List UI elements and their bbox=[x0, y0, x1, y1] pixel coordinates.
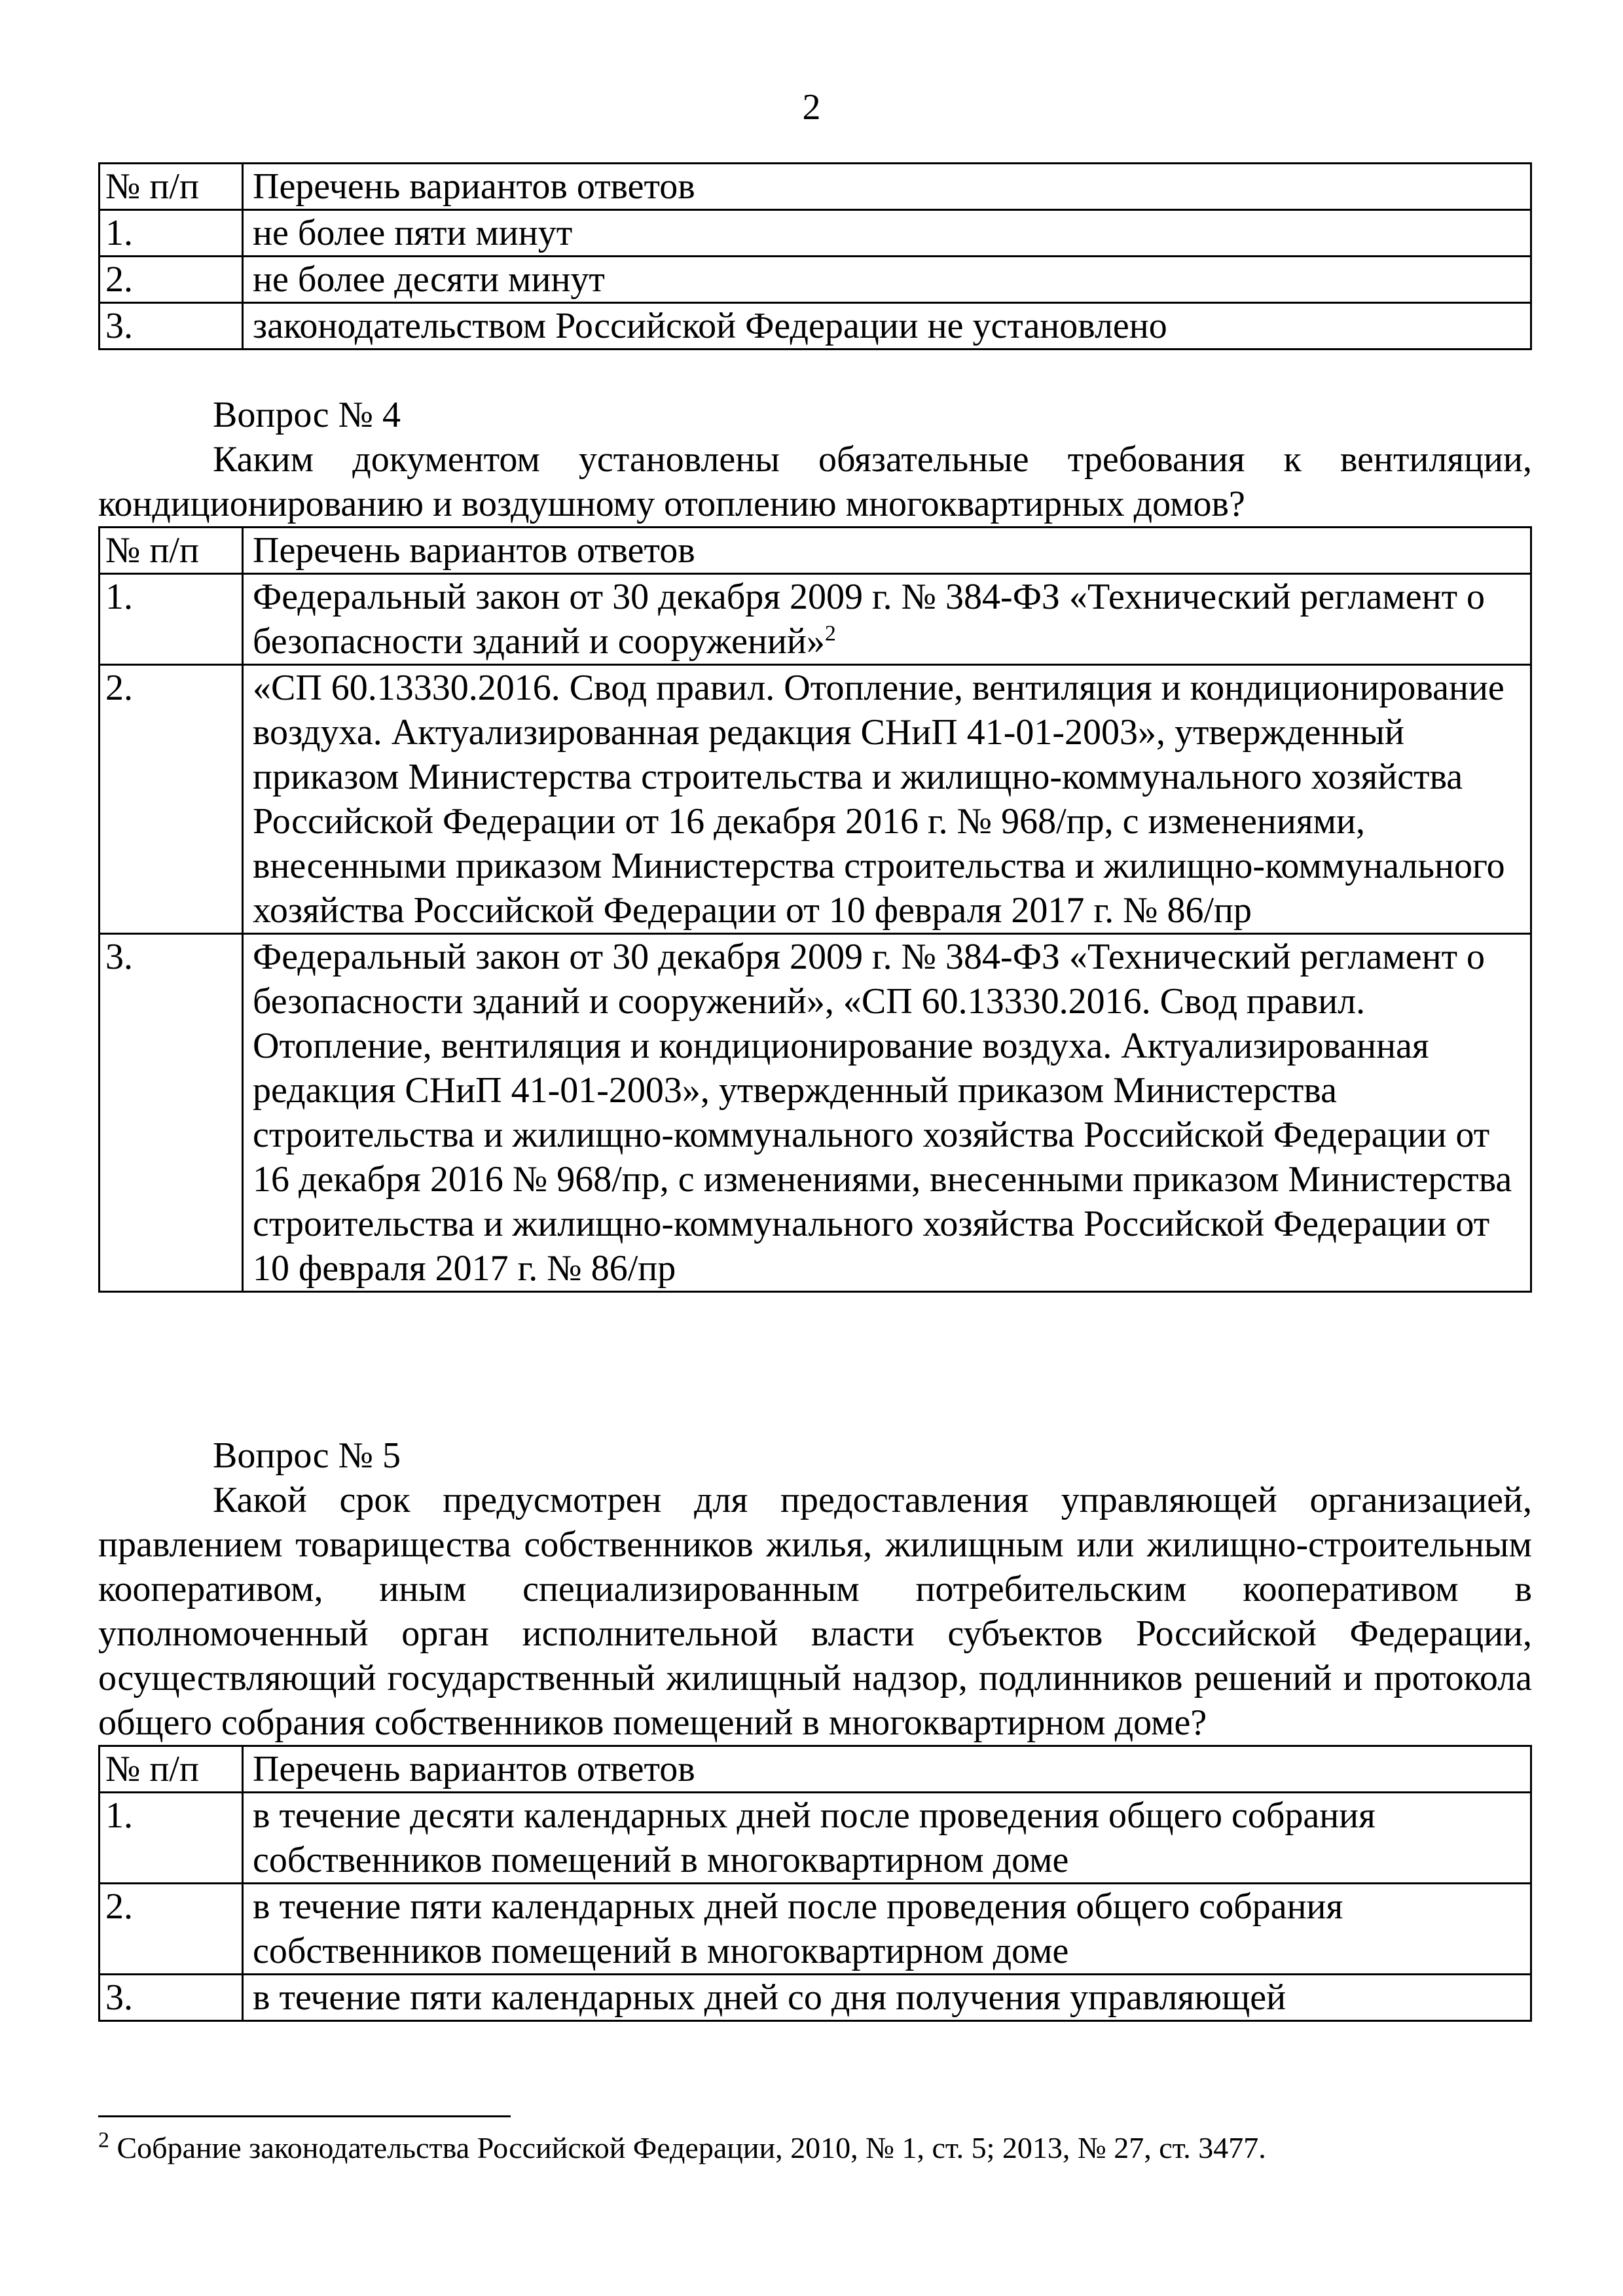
footnote-text: Собрание законодательства Российской Федерации, 2010, № 1, ст. 5; 2013, № 27, ст. 3477. bbox=[117, 2131, 1266, 2164]
question-4-answer-table bbox=[98, 526, 1532, 1293]
row-text: не более десяти минут bbox=[243, 257, 1531, 303]
row-num: 1. bbox=[100, 574, 243, 665]
question-4 bbox=[98, 393, 1532, 1293]
header-num: № п/п bbox=[100, 164, 243, 210]
table-row bbox=[100, 1975, 1531, 2021]
row-text: в течение пяти календарных дней после проведения общего собрания собственников помещений в многоквартирном доме bbox=[243, 1884, 1531, 1975]
row-num: 3. bbox=[100, 1975, 243, 2021]
table-row bbox=[100, 257, 1531, 303]
table-header-row bbox=[100, 164, 1531, 210]
row-num: 3. bbox=[100, 934, 243, 1292]
row-num: 2. bbox=[100, 665, 243, 934]
question-4-title: Вопрос № 4 bbox=[213, 395, 401, 435]
table-row bbox=[100, 303, 1531, 350]
question-5-title: Вопрос № 5 bbox=[213, 1435, 401, 1476]
row-num: 2. bbox=[100, 1884, 243, 1975]
top-answer-table-block bbox=[98, 162, 1532, 350]
row-text: не более пяти минут bbox=[243, 210, 1531, 257]
row-num: 2. bbox=[100, 257, 243, 303]
table-header-row bbox=[100, 1746, 1531, 1793]
page-number: 2 bbox=[802, 87, 821, 128]
row-text: Федеральный закон от 30 декабря 2009 г. № 384-ФЗ «Технический регламент о безопасности зданий и сооружений» bbox=[253, 577, 1486, 662]
question-5 bbox=[98, 1433, 1532, 2022]
footnote-reference[interactable]: 2 bbox=[824, 621, 836, 646]
table-row bbox=[100, 1793, 1531, 1884]
footnote-mark: 2 bbox=[98, 2128, 109, 2153]
row-num: 1. bbox=[100, 210, 243, 257]
row-text: законодательством Российской Федерации не установлено bbox=[243, 303, 1531, 350]
question-5-text: Какой срок предусмотрен для предоставления управляющей организацией, правлением товарищества собственников жилья, жилищным или жилищно-строительным кооперативом, иным специализированным потребительским кооперативом в уполномоченный орган исполнительной власти субъектов Российской Федерации, осуществляющий государственный жилищный надзор, подлинников решений и протокола общего собрания собственников помещений в многоквартирном доме? bbox=[98, 1480, 1532, 1743]
footnote bbox=[98, 2128, 1266, 2168]
row-text: Федеральный закон от 30 декабря 2009 г. № 384-ФЗ «Технический регламент о безопасности зданий и сооружений», «СП 60.13330.2016. Свод правил. Отопление, вентиляция и кондиционирование воздуха. Актуализированная редакция СНиП 41-01-2003», утвержденный приказом Министерства строительства и жилищно-коммунального хозяйства Российской Федерации от 16 декабря 2016 № 968/пр, с изменениями, внесенными приказом Министерства строительства и жилищно-коммунального хозяйства Российской Федерации от 10 февраля 2017 г. № 86/пр bbox=[243, 934, 1531, 1292]
question-4-text: Каким документом установлены обязательные требования к вентиляции, кондиционированию и воздушному отоплению многоквартирных домов? bbox=[98, 439, 1532, 524]
top-answer-table bbox=[98, 162, 1532, 350]
row-num: 1. bbox=[100, 1793, 243, 1884]
row-text: в течение десяти календарных дней после проведения общего собрания собственников помещений в многоквартирном доме bbox=[243, 1793, 1531, 1884]
header-num: № п/п bbox=[100, 1746, 243, 1793]
header-num: № п/п bbox=[100, 528, 243, 574]
row-text-cell bbox=[243, 574, 1531, 665]
row-text: «СП 60.13330.2016. Свод правил. Отопление, вентиляция и кондиционирование воздуха. Актуализированная редакция СНиП 41-01-2003», утвержденный приказом Министерства строительства и жилищно-коммунального хозяйства Российской Федерации от 16 декабря 2016 г. № 968/пр, с изменениями, внесенными приказом Министерства строительства и жилищно-коммунального хозяйства Российской Федерации от 10 февраля 2017 г. № 86/пр bbox=[243, 665, 1531, 934]
footnote-separator bbox=[98, 2115, 511, 2117]
question-5-answer-table bbox=[98, 1745, 1532, 2022]
header-options: Перечень вариантов ответов bbox=[243, 1746, 1531, 1793]
table-row bbox=[100, 1884, 1531, 1975]
table-row bbox=[100, 210, 1531, 257]
header-options: Перечень вариантов ответов bbox=[243, 164, 1531, 210]
row-text: в течение пяти календарных дней со дня получения управляющей bbox=[243, 1975, 1531, 2021]
table-header-row bbox=[100, 528, 1531, 574]
table-row bbox=[100, 665, 1531, 934]
table-row bbox=[100, 934, 1531, 1292]
table-row bbox=[100, 574, 1531, 665]
header-options: Перечень вариантов ответов bbox=[243, 528, 1531, 574]
row-num: 3. bbox=[100, 303, 243, 350]
